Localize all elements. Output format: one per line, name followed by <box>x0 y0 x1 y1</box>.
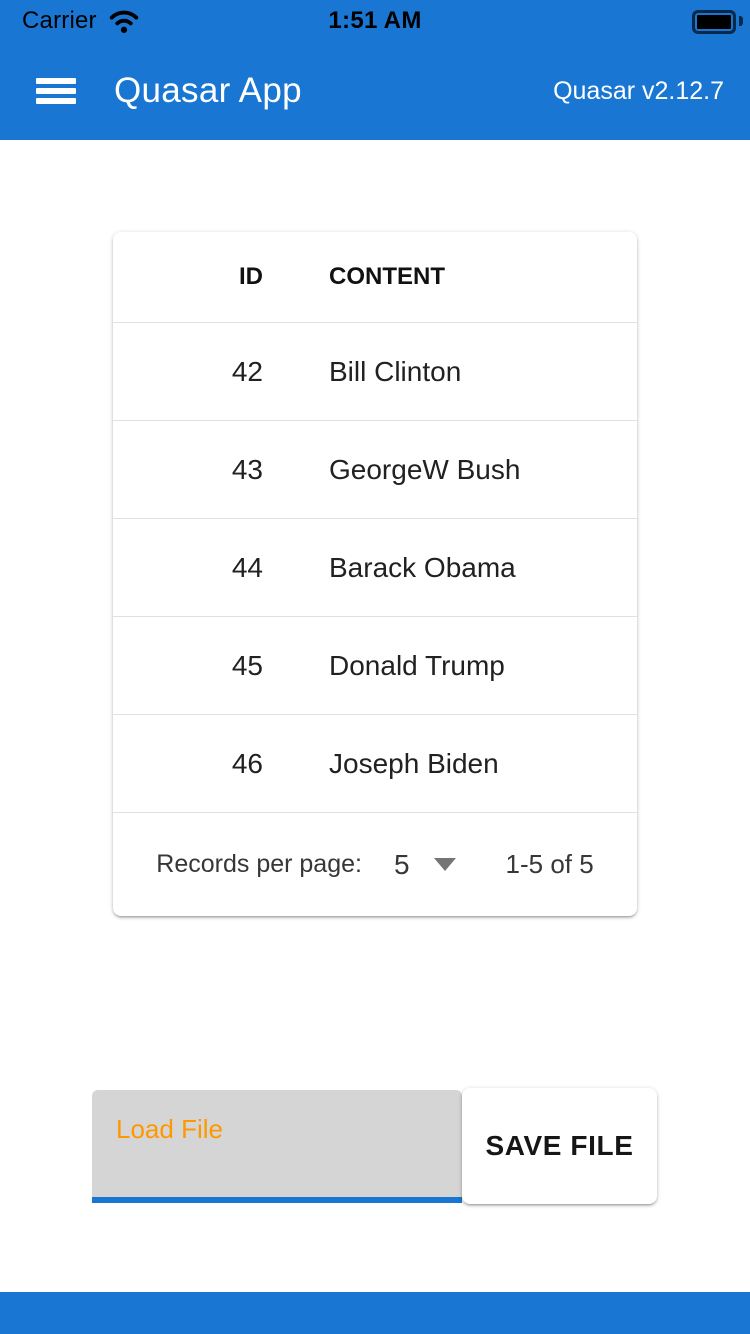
load-file-label: Load File <box>116 1114 223 1144</box>
cell-id: 45 <box>231 649 263 681</box>
status-bar <box>0 0 750 42</box>
table-row <box>113 714 637 812</box>
save-file-button-label: SAVE FILE <box>485 1130 634 1161</box>
carrier-label: Carrier <box>22 7 97 34</box>
records-per-page-value[interactable]: 5 <box>393 848 410 880</box>
app-toolbar <box>0 42 750 140</box>
cell-content: Barack Obama <box>329 551 516 583</box>
presidents-table <box>113 232 637 916</box>
save-file-button[interactable] <box>462 1088 657 1204</box>
table-header-row <box>113 232 637 322</box>
cell-id: 46 <box>231 747 263 779</box>
app-title: Quasar App <box>114 71 302 110</box>
cell-id: 44 <box>231 551 263 583</box>
load-file-field[interactable] <box>92 1090 462 1203</box>
app-version-label: Quasar v2.12.7 <box>553 76 724 105</box>
battery-nub-icon <box>739 16 743 26</box>
cell-content: Donald Trump <box>329 649 505 681</box>
hamburger-menu-icon[interactable] <box>36 78 76 104</box>
clock: 1:51 AM <box>328 7 422 34</box>
table-pagination-footer <box>113 812 637 916</box>
table-row <box>113 420 637 518</box>
pagination-range-label: 1-5 of 5 <box>505 849 594 879</box>
battery-icon <box>692 10 736 34</box>
cell-content: GeorgeW Bush <box>329 453 521 485</box>
column-header-content: CONTENT <box>329 263 445 290</box>
dropdown-caret-icon[interactable] <box>434 858 456 871</box>
column-header-id: ID <box>239 263 263 290</box>
cell-id: 42 <box>231 355 263 387</box>
table-row <box>113 616 637 714</box>
cell-id: 43 <box>231 453 263 485</box>
table-row <box>113 518 637 616</box>
cell-content: Bill Clinton <box>329 355 462 387</box>
bottom-safe-area-bar <box>0 1292 750 1334</box>
table-row <box>113 322 637 420</box>
cell-content: Joseph Biden <box>329 747 499 779</box>
records-per-page-label: Records per page: <box>156 850 362 878</box>
